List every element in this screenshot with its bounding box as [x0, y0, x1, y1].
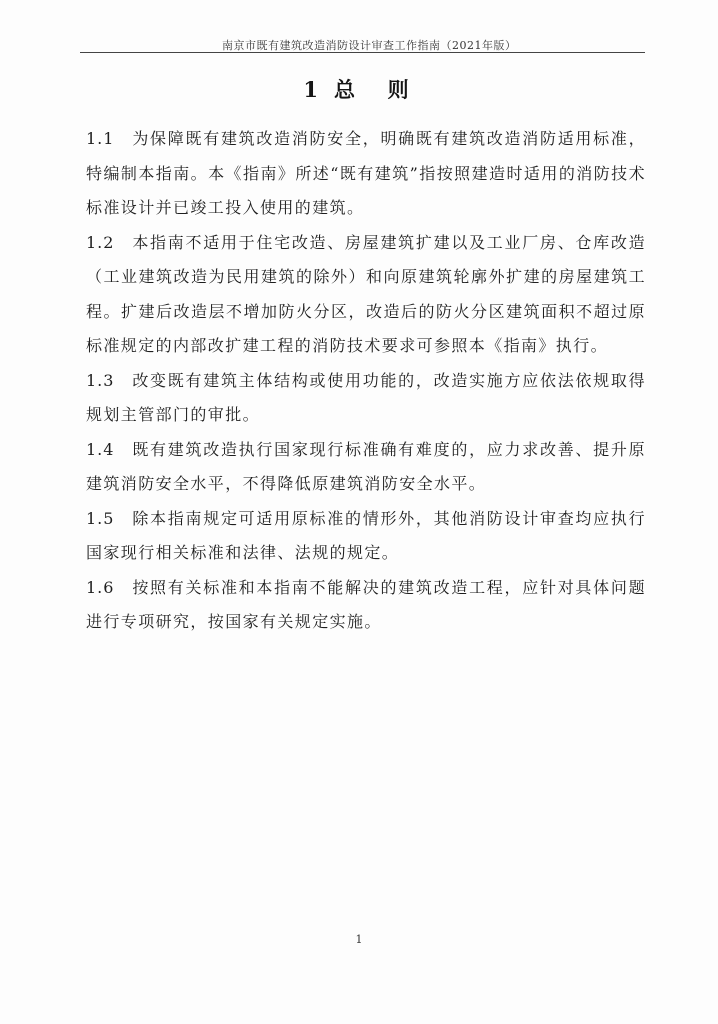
clause-1-3 — [86, 364, 646, 433]
chapter-title-text: 总 则 — [334, 77, 415, 102]
clause-text: 改变既有建筑主体结构或使用功能的，改造实施方应依法依规取得规划主管部门的审批。 — [86, 370, 646, 424]
clause-text: 为保障既有建筑改造消防安全，明确既有建筑改造消防适用标准，特编制本指南。本《指南》所述“既有建筑”指按照建造时适用的消防技术标准设计并已竣工投入使用的建筑。 — [86, 129, 646, 217]
chapter-title — [0, 74, 718, 104]
chapter-content — [86, 122, 646, 640]
clause-number: 1.6 — [86, 577, 115, 597]
page-number: 1 — [355, 933, 363, 946]
clause-number: 1.3 — [86, 370, 115, 390]
clause-1-2 — [86, 226, 646, 364]
chapter-number: 1 — [303, 77, 324, 102]
clause-number: 1.4 — [86, 439, 115, 459]
clause-number: 1.1 — [86, 129, 115, 148]
clause-number: 1.2 — [86, 232, 115, 252]
clause-1-4 — [86, 433, 646, 502]
clause-number: 1.5 — [86, 508, 115, 528]
header-rule — [80, 52, 645, 53]
clause-text: 除本指南规定可适用原标准的情形外，其他消防设计审查均应执行国家现行相关标准和法律、法规的规定。 — [86, 508, 646, 562]
clause-text: 既有建筑改造执行国家现行标准确有难度的，应力求改善、提升原建筑消防安全水平，不得降低原建筑消防安全水平。 — [86, 439, 646, 493]
clause-1-5 — [86, 502, 646, 571]
running-header: 南京市既有建筑改造消防设计审查工作指南（2021年版） — [222, 39, 517, 52]
clause-text: 本指南不适用于住宅改造、房屋建筑扩建以及工业厂房、仓库改造（工业建筑改造为民用建筑的除外）和向原建筑轮廓外扩建的房屋建筑工程。扩建后改造层不增加防火分区，改造后的防火分区建筑面积不超过原标准规定的内部改扩建工程的消防技术要求可参照本《指南》执行。 — [86, 232, 646, 355]
clause-1-6 — [86, 571, 646, 640]
clause-1-1 — [86, 122, 646, 226]
clause-text: 按照有关标准和本指南不能解决的建筑改造工程，应针对具体问题进行专项研究，按国家有关规定实施。 — [86, 577, 646, 631]
